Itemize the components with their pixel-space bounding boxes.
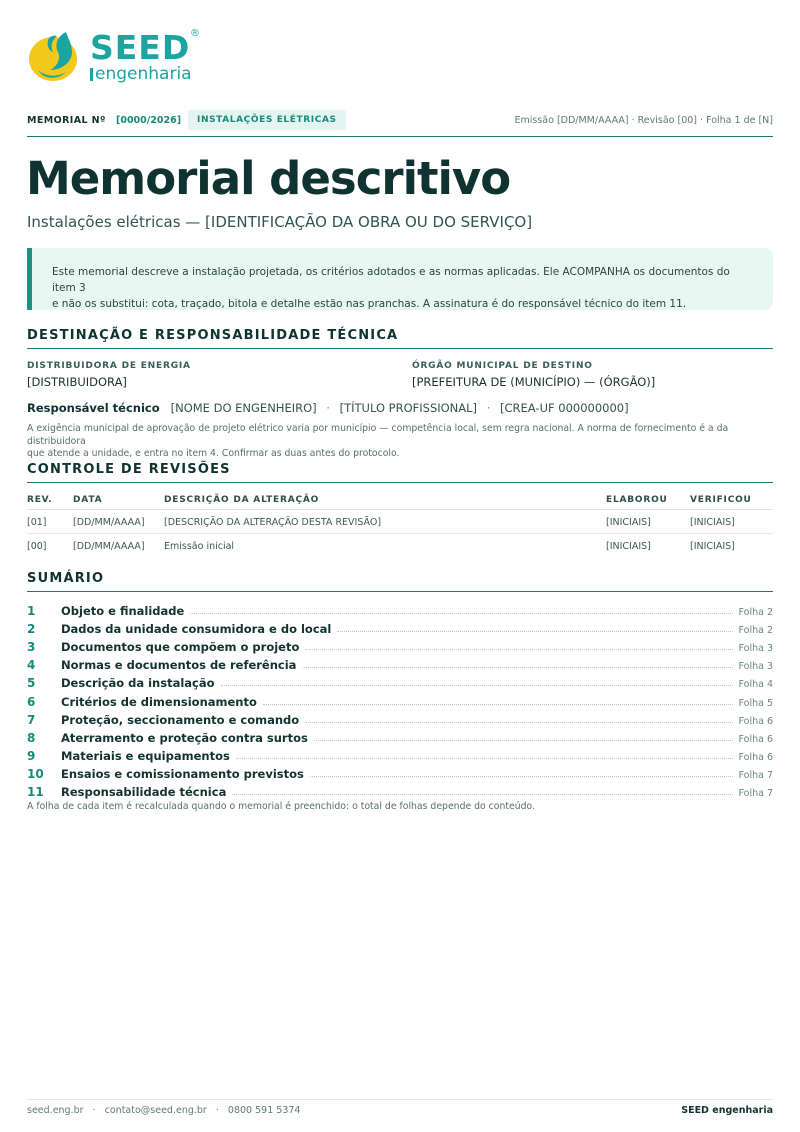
page-title: Memorial descritivo	[26, 152, 511, 205]
section-heading-sumario: SUMÁRIO	[27, 571, 105, 586]
header-divider	[27, 136, 773, 137]
destinacao-note-line-1: A exigência municipal de aprovação de projeto elétrico varia por município — competência local, sem regra nacional. A norma de fornecimento é a da distribuidora	[27, 423, 729, 447]
footer-divider	[27, 1099, 773, 1100]
toc-title: Materiais e equipamentos	[61, 748, 230, 763]
logo-subword: engenharia	[95, 64, 192, 84]
toc-item-6[interactable]	[27, 690, 773, 708]
toc-title: Normas e documentos de referência	[61, 658, 297, 673]
toc-leader	[232, 794, 732, 795]
responsavel-tecnico	[27, 401, 629, 415]
toc-page: Folha 2	[738, 625, 773, 637]
toc-leader	[305, 722, 732, 723]
intro-callout	[27, 248, 773, 310]
cell-data: [DD/MM/AAAA]	[73, 517, 145, 528]
destinacao-note-line-2: que atende a unidade, e entra no item 4. Confirmar as duas antes do protocolo.	[27, 448, 400, 459]
responsavel-label: Responsável técnico	[27, 401, 160, 415]
logo-sub-bar	[90, 68, 93, 81]
cell-verificou: [INICIAIS]	[690, 541, 735, 552]
section-heading-revisoes: CONTROLE DE REVISÕES	[27, 462, 231, 477]
company-logo	[28, 26, 208, 86]
section-divider-sumario	[27, 591, 773, 592]
toc-number: 4	[27, 658, 36, 673]
toc-leader	[314, 740, 733, 741]
toc-page: Folha 3	[738, 643, 773, 655]
cell-elaborou: [INICIAIS]	[606, 517, 651, 528]
toc-item-1[interactable]	[27, 600, 773, 618]
footer-company: SEED engenharia	[681, 1105, 773, 1116]
registered-mark: ®	[190, 28, 200, 39]
revision-table	[27, 488, 773, 558]
toc-item-7[interactable]	[27, 709, 773, 727]
col-header-rev: REV.	[27, 495, 53, 505]
cell-rev: [01]	[27, 517, 47, 528]
seed-logo-icon	[28, 26, 84, 84]
toc-item-8[interactable]	[27, 727, 773, 745]
toc-number: 3	[27, 640, 36, 655]
toc-page: Folha 3	[738, 661, 773, 673]
document-meta-bar	[27, 110, 773, 130]
toc-number: 6	[27, 694, 36, 709]
col-header-elaborou: ELABOROU	[606, 495, 668, 505]
toc-page: Folha 2	[738, 607, 773, 619]
toc-item-5[interactable]	[27, 672, 773, 690]
toc-leader	[337, 631, 732, 632]
toc-leader	[302, 667, 732, 668]
memorial-label: MEMORIAL Nº	[27, 115, 106, 126]
destinacao-note	[27, 423, 773, 461]
footer-phone: 0800 591 5374	[227, 1105, 301, 1116]
toc-leader	[310, 776, 733, 777]
col-header-verificou: VERIFICOU	[690, 495, 752, 505]
toc-page: Folha 4	[738, 679, 773, 691]
toc-item-3[interactable]	[27, 636, 773, 654]
section-divider-destinacao	[27, 348, 773, 349]
cell-verificou: [INICIAIS]	[690, 517, 735, 528]
distribuidora-label: DISTRIBUIDORA DE ENERGIA	[27, 361, 191, 371]
orgao-label: ÓRGÃO MUNICIPAL DE DESTINO	[412, 361, 593, 371]
cell-elaborou: [INICIAIS]	[606, 541, 651, 552]
responsavel-crea: [CREA-UF 000000000]	[500, 401, 629, 415]
toc-item-9[interactable]	[27, 745, 773, 763]
toc-item-10[interactable]	[27, 763, 773, 781]
toc-leader	[305, 649, 732, 650]
orgao-value: [PREFEITURA DE (MUNICÍPIO) — (ÓRGÃO)]	[412, 375, 656, 389]
col-header-descricao: DESCRIÇÃO DA ALTERAÇÃO	[164, 495, 320, 505]
toc-number: 7	[27, 712, 36, 727]
callout-line-2: e não os substitui: cota, traçado, bitola e detalhe estão nas pranchas. A assinatura é do responsável técnico do item 11.	[52, 298, 687, 310]
callout-line-1: Este memorial descreve a instalação projetada, os critérios adotados e as normas aplicadas. Ele ACOMPANHA os documentos do item 3	[52, 266, 730, 294]
toc-page: Folha 6	[738, 751, 773, 763]
section-heading-destinacao: DESTINAÇÃO E RESPONSABILIDADE TÉCNICA	[27, 328, 399, 343]
cell-descricao: [DESCRIÇÃO DA ALTERAÇÃO DESTA REVISÃO]	[164, 517, 382, 528]
toc-page: Folha 6	[738, 715, 773, 727]
toc-title: Critérios de dimensionamento	[61, 694, 257, 709]
toc-leader	[221, 685, 733, 686]
toc-title: Documentos que compõem o projeto	[61, 640, 300, 655]
cell-rev: [00]	[27, 541, 47, 552]
toc-number: 11	[27, 785, 44, 800]
toc-number: 9	[27, 748, 36, 763]
cell-descricao: Emissão inicial	[164, 541, 235, 552]
toc-number: 2	[27, 622, 36, 637]
separator: ·	[326, 401, 330, 415]
toc-number: 1	[27, 604, 36, 619]
footer-contacts	[27, 1105, 300, 1116]
separator: ·	[215, 1105, 219, 1116]
emission-revision-info: Emissão [DD/MM/AAAA] · Revisão [00] · Folha 1 de [N]	[514, 115, 773, 126]
revision-table-header	[27, 488, 773, 510]
logo-wordmark: SEED	[90, 28, 191, 67]
toc-item-2[interactable]	[27, 618, 773, 636]
responsavel-nome: [NOME DO ENGENHEIRO]	[170, 401, 317, 415]
table-of-contents	[27, 600, 773, 799]
page-subtitle: Instalações elétricas — [IDENTIFICAÇÃO DA OBRA OU DO SERVIÇO]	[27, 213, 533, 231]
sumario-note: A folha de cada item é recalculada quando o memorial é preenchido: o total de folhas depende do conteúdo.	[27, 801, 536, 812]
toc-number: 10	[27, 766, 44, 781]
toc-page: Folha 7	[738, 788, 773, 800]
separator: ·	[92, 1105, 96, 1116]
toc-page: Folha 6	[738, 733, 773, 745]
col-header-data: DATA	[73, 495, 103, 505]
distribuidora-value: [DISTRIBUIDORA]	[27, 375, 127, 389]
toc-title: Responsabilidade técnica	[61, 785, 227, 800]
table-row	[27, 534, 773, 558]
footer-email-link[interactable]: contato@seed.eng.br	[104, 1105, 207, 1116]
toc-number: 5	[27, 676, 36, 691]
toc-title: Aterramento e proteção contra surtos	[61, 730, 308, 745]
toc-item-11[interactable]	[27, 781, 773, 799]
toc-page: Folha 5	[738, 697, 773, 709]
section-divider-revisoes	[27, 482, 773, 483]
separator: ·	[486, 401, 491, 415]
toc-title: Descrição da instalação	[61, 676, 215, 691]
toc-leader	[236, 758, 733, 759]
discipline-tag: INSTALAÇÕES ELÉTRICAS	[188, 110, 346, 130]
footer-website-link[interactable]: seed.eng.br	[27, 1105, 84, 1116]
responsavel-titulo: [TÍTULO PROFISSIONAL]	[339, 401, 478, 415]
toc-number: 8	[27, 730, 36, 745]
cell-data: [DD/MM/AAAA]	[73, 541, 145, 552]
toc-title: Ensaios e comissionamento previstos	[61, 766, 304, 781]
toc-title: Proteção, seccionamento e comando	[61, 712, 300, 727]
toc-title: Dados da unidade consumidora e do local	[61, 622, 332, 637]
toc-leader	[263, 704, 733, 705]
toc-page: Folha 7	[738, 769, 773, 781]
memorial-number: [0000/2026]	[116, 115, 182, 126]
toc-item-4[interactable]	[27, 654, 773, 672]
table-row	[27, 510, 773, 534]
toc-title: Objeto e finalidade	[61, 604, 185, 619]
toc-leader	[190, 613, 732, 614]
